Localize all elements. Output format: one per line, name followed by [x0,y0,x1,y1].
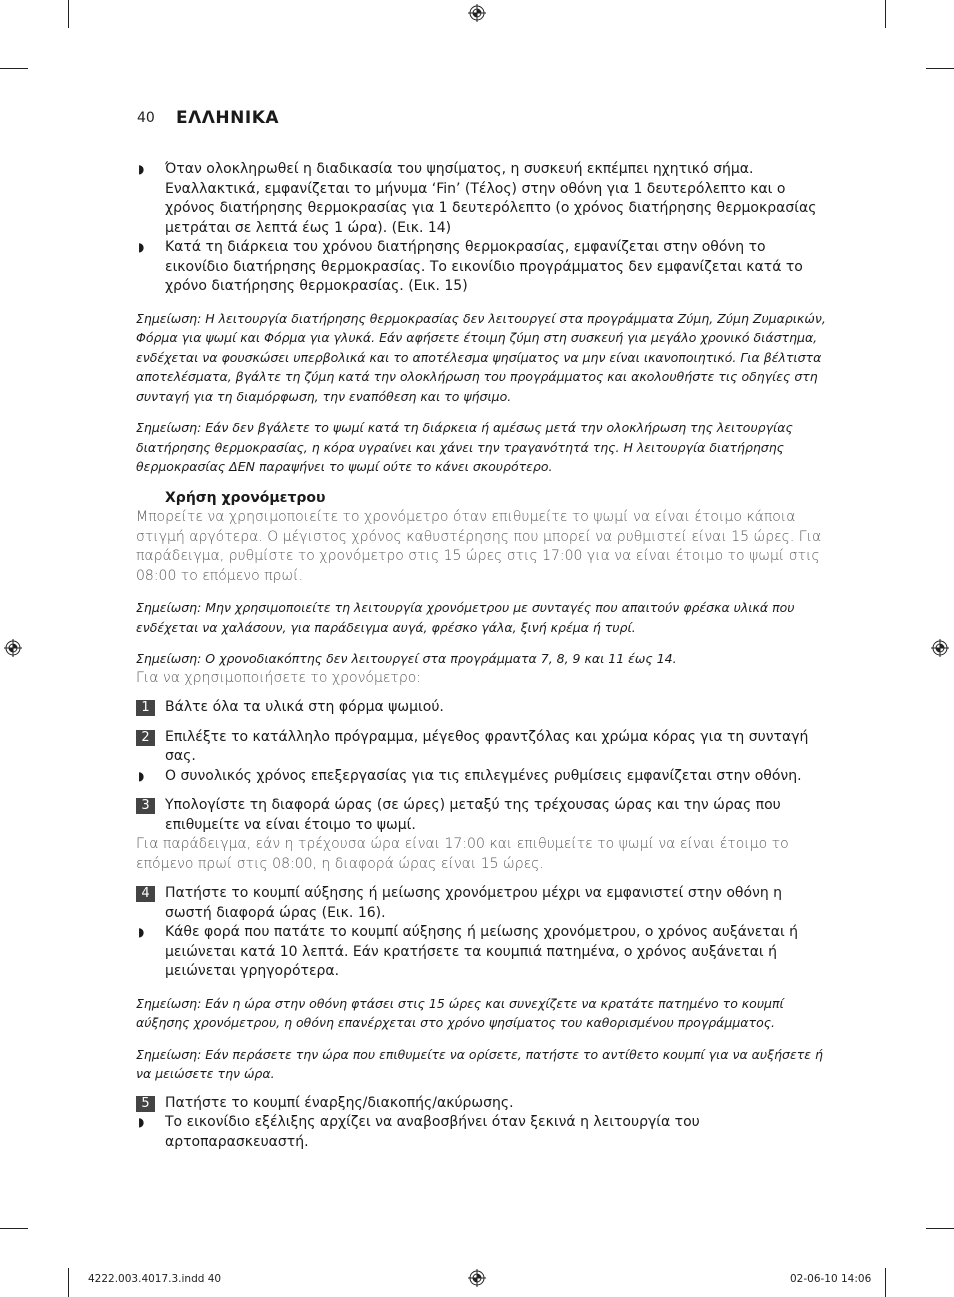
crop-mark [885,1268,886,1297]
bullet-text: Όταν ολοκληρωθεί η διαδικασία του ψησίματος, η συσκευή εκπέμπει ηχητικό σήμα. Εναλλακτικά, εμφανίζεται το μήνυμα ‘Fin’ (Τέλος) στην οθόνη για 1 δευτερόλεπτο και ο χρόνος διατήρησης θερμοκρασίας για 1 δευτερόλεπτο (ο χρόνος διατήρησης θερμοκρασίας μετράται σε λεπτά έως 1 ώρα). (Εικ. 14) [165,161,817,236]
footer-file-slug: 4222.003.4017.3.indd 40 [88,1273,222,1285]
bullet-icon: ◗ [138,162,145,176]
step-number-badge: 3 [136,798,155,814]
section-heading: Χρήση χρονόμετρου [165,489,326,506]
note: Σημείωση: Εάν η ώρα στην οθόνη φτάσει στις 15 ώρες και συνεχίζετε να κρατάτε πατημένο το κουμπί αύξησης χρονόμετρου, η οθόνη επανέρχεται στο χρόνο ψησίματος του καθορισμένου προγράμματος. [136,995,784,1030]
lead-paragraph: Για να χρησιμοποιήσετε το χρονόμετρο: [136,669,422,686]
step-item [136,796,828,835]
crop-mark [0,68,28,69]
list-item [136,923,828,982]
list-item [136,238,828,297]
step-item [136,728,828,767]
bullet-icon: ◗ [138,925,145,939]
step-text: Βάλτε όλα τα υλικά στη φόρμα ψωμιού. [165,699,444,715]
step-text: Πατήστε το κουμπί έναρξης/διακοπής/ακύρωσης. [165,1094,514,1111]
note: Σημείωση: Η λειτουργία διατήρησης θερμοκρασίας δεν λειτουργεί στα προγράμματα Ζύμη, Ζύμη Ζυμαρικών, Φόρμα για ψωμί και Φόρμα για γλυκά. Εάν αφήσετε έτοιμη ζύμη στη συσκευή για μεγάλο χρονικό διάστημα, ενδέχεται να φουσκώσει υπερβολικά και το αποτέλεσμα ψησίματος να μην είναι ικανοποιητικό. Για βέλτιστα αποτελέσματα, βγάλτε τη ζύμη κατά την ολοκλήρωση του προγράμματος και ακολουθήστε τις οδηγίες στη συνταγή για τη διαμόρφωση, την εναπόθεση και το ψήσιμο. [136,310,826,404]
step-text: Επιλέξτε το κατάλληλο πρόγραμμα, μέγεθος φραντζόλας και χρώμα κόρας για τη συνταγή σας. [165,728,809,764]
registration-mark-icon [4,639,22,657]
bullet-text: Κάθε φορά που πατάτε το κουμπί αύξησης ή μείωσης χρονόμετρου, ο χρόνος αυξάνεται ή μειώνεται κατά 10 λεπτά. Εάν κρατήσετε τα κουμπιά πατημένα, ο χρόνος αυξάνεται ή μειώνεται γρηγορότερα. [165,924,799,979]
step-text: Υπολογίστε τη διαφορά ώρας (σε ώρες) μεταξύ της τρέχουσας ώρας και την ώρας που επιθυμείτε να είναι έτοιμο το ψωμί. [165,797,781,833]
intro-paragraph: Μπορείτε να χρησιμοποιείτε το χρονόμετρο όταν επιθυμείτε το ψωμί να είναι έτοιμο κάποια στιγμή αργότερα. Ο μέγιστος χρόνος καθυστέρησης που μπορεί να ρυθμιστεί είναι 15 ώρες. Για παράδειγμα, ρυθμίστε το χρονόμετρο στις 15 ώρες στις 17:00 για να είναι έτοιμο το ψωμί στις 08:00 το επόμενο πρωί. [136,509,822,584]
bullet-icon: ◗ [138,768,145,783]
registration-mark-icon [931,639,949,657]
step-number-badge: 2 [136,730,155,746]
step-number-badge: 5 [136,1096,155,1112]
crop-mark [885,0,886,28]
crop-mark [926,1228,954,1229]
crop-mark [68,1268,69,1297]
bullet-text: Ο συνολικός χρόνος επεξεργασίας για τις επιλεγμένες ρυθμίσεις εμφανίζεται στην οθόνη. [165,767,802,784]
step-item [136,1094,828,1114]
footer-date-slug: 02-06-10 14:06 [790,1273,872,1285]
step-text: Πατήστε το κουμπί αύξησης ή μείωσης χρονόμετρου μέχρι να εμφανιστεί στην οθόνη η σωστή διαφορά ώρας (Εικ. 16). [165,885,783,921]
bullet-icon: ◗ [138,1115,145,1129]
note: Σημείωση: Ο χρονοδιακόπτης δεν λειτουργεί στα προγράμματα 7, 8, 9 και 11 έως 14. [136,651,677,666]
document-body [136,160,828,1152]
list-item [136,1113,828,1152]
step-item [136,884,828,923]
step-number-badge: 1 [136,700,155,716]
bullet-text: Κατά τη διάρκεια του χρόνου διατήρησης θερμοκρασίας, εμφανίζεται στην οθόνη το εικονίδιο διατήρησης θερμοκρασίας. Το εικονίδιο προγράμματος δεν εμφανίζεται κατά το χρόνο διατήρησης θερμοκρασίας. (Εικ. 15) [165,239,803,294]
example-paragraph: Για παράδειγμα, εάν η τρέχουσα ώρα είναι 17:00 και επιθυμείτε το ψωμί να είναι έτοιμο το επόμενο πρωί στις 08:00, η διαφορά ώρας είναι 15 ώρες. [136,836,789,872]
crop-mark [68,0,69,28]
crop-mark [926,68,954,69]
step-number-badge: 4 [136,886,155,902]
step-item [136,698,828,718]
note: Σημείωση: Εάν δεν βγάλετε το ψωμί κατά τη διάρκεια ή αμέσως μετά την ολοκλήρωση της λειτουργίας διατήρησης θερμοκρασίας, η κόρα υγραίνει και χάνει την τραγανότητά της. Η λειτουργία διατήρησης θερμοκρασίας ΔΕΝ παραψήνει το ψωμί ούτε το κάνει σκουρότερο. [136,420,793,474]
bullet-icon: ◗ [138,240,145,254]
note: Σημείωση: Μην χρησιμοποιείτε τη λειτουργία χρονόμετρου με συνταγές που απαιτούν φρέσκα υλικά που ενδέχεται να χαλάσουν, για παράδειγμα αυγά, φρέσκο γάλα, ξινή κρέμα ή τυρί. [136,600,795,635]
crop-mark [0,1228,28,1229]
registration-mark-icon [468,1269,486,1287]
registration-mark-icon [468,4,486,22]
page-number: 40 [137,110,155,126]
bullet-text: Το εικονίδιο εξέλιξης αρχίζει να αναβοσβήνει όταν ξεκινά η λειτουργία του αρτοπαρασκευαστή. [165,1114,700,1150]
note: Σημείωση: Εάν περάσετε την ώρα που επιθυμείτε να ορίσετε, πατήστε το αντίθετο κουμπί για να αυξήσετε ή να μειώσετε την ώρα. [136,1046,823,1081]
page-title: ΕΛΛΗΝΙΚΑ [176,108,280,128]
list-item [136,767,828,787]
list-item [136,160,828,238]
